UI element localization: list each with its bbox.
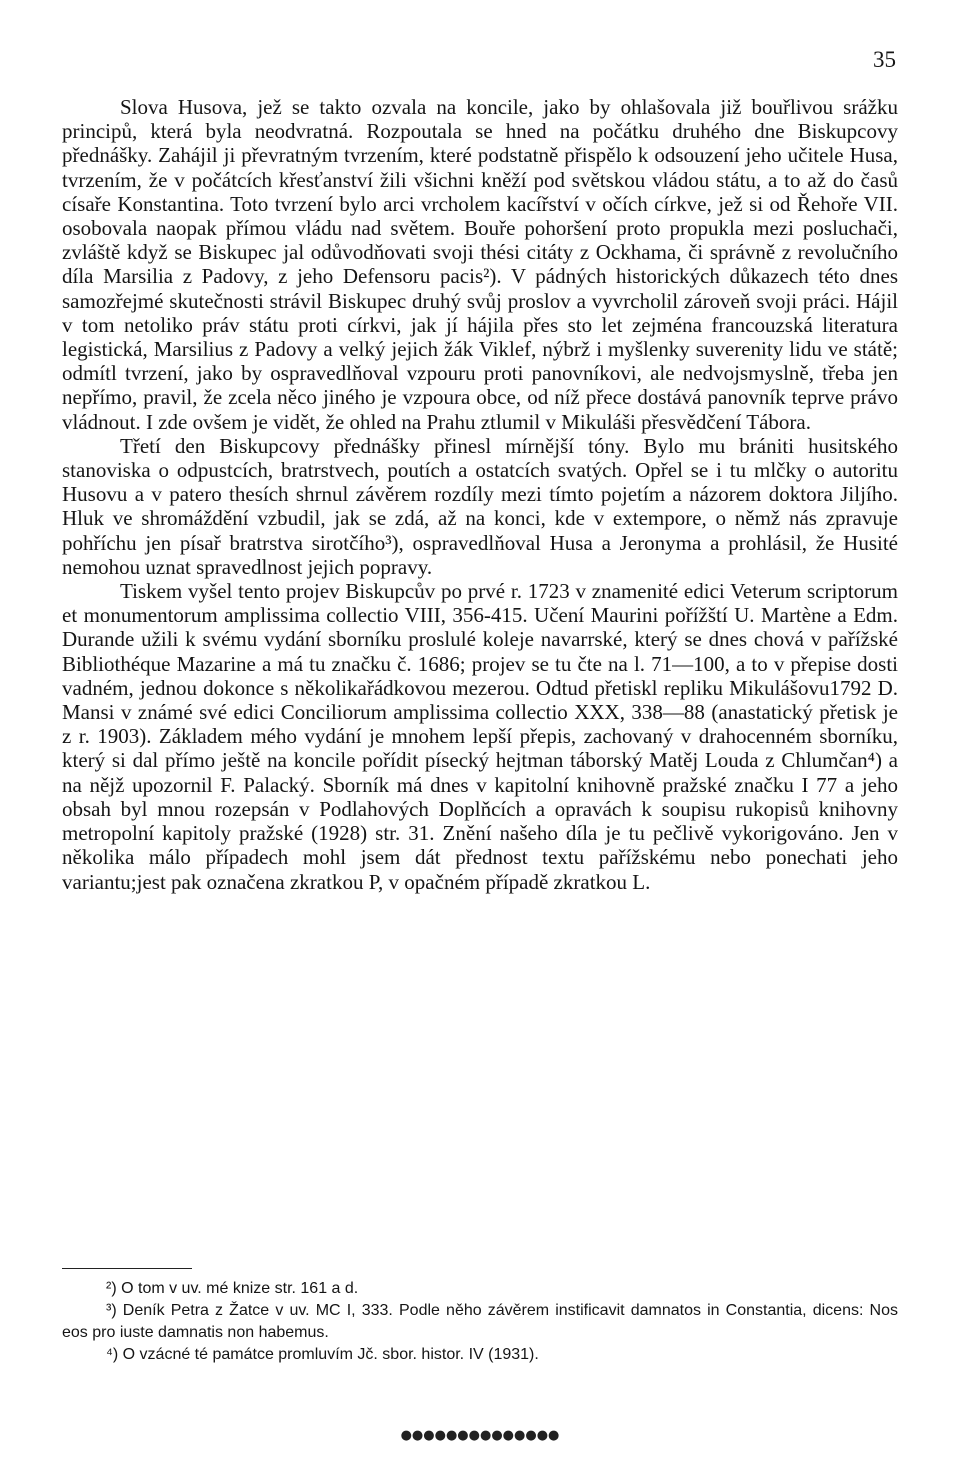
page-ornament: ●●●●●●●●●●●●●● bbox=[400, 1428, 560, 1443]
footnote: ²) O tom v uv. mé knize str. 161 a d. bbox=[106, 1280, 359, 1297]
page-number: 35 bbox=[873, 47, 896, 72]
footnote-separator bbox=[62, 1268, 192, 1269]
paragraph: Třetí den Biskupcovy přednášky přinesl mírnější tóny. Bylo mu brániti husitského stanoviska o odpustcích, bratrstvech, poutích a ostatcích svatých. Opřel se i tu mlčky o autoritu Husovu a v patero thesích shrnul závěrem rozdíly mezi tímto pojetím a názorem doktora Jiljího. Hluk ve shromáždění vzbudil, jak se zdá, až na konci, kde v extempore, o němž nás zpravuje pohříchu jen písař bratrstva sirotčího³), ospravedlňoval Husa a Jeronyma a prohlásil, že Husité nemohou uznat spravedlnost jejich popravy. bbox=[62, 433, 898, 579]
footnotes bbox=[62, 1278, 898, 1366]
paragraph: Tiskem vyšel tento projev Biskupcův po prvé r. 1723 v znamenité edici Veterum scriptorum et monumentorum amplissima collectio VIII, 356-415. Učení Maurini pořížští U. Martène a Edm. Durande užili k svému vydání sborníku proslulé koleje navarrské, který se dnes chová v pařížské Bibliothéque Mazarine a má tu značku č. 1686; projev se tu čte na l. 71—100, a to v přepise dosti vadném, jednou dokonce s několikařádkovou mezerou. Odtud přetiskl repliku Mikulášovu1792 D. Mansi v známé své edici Conciliorum amplissima collectio XXX, 338—88 (anastatický přetisk je z r. 1903). Základem mého vydání je mnohem lepší přepis, zachovaný v drahocenném sborníku, který si dal přímo ještě na koncile pořídit písecký hejtman táborský Matěj Louda z Chlumčan⁴) a na nějž upozornil F. Palacký. Sborník má dnes v kapitolní knihovně pražské značku I 77 a jeho obsah byl mnou rozepsán v Podlahových Doplňcích a opravách k soupisu rukopisů knihovny metropolní kapitoly pražské (1928) str. 31. Znění našeho díla je tu pečlivě vykorigováno. Jen v několika málo případech mohl jsem dát přednost textu pařížskému nebo ponechati jeho variantu;jest pak označena zkratkou P, v opačném případě zkratkou L. bbox=[62, 579, 898, 894]
paragraph: Slova Husova, jež se takto ozvala na koncile, jako by ohlašovala již bouřlivou srážku principů, která byla neodvratná. Rozpoutala se hned na počátku druhého dne Biskupcovy přednášky. Zahájil ji převratným tvrzením, které podstatně přispělo k odsouzení jeho učitele Husa, tvrzením, že v počátcích křesťanství žili všichni kněží pod světskou vládou státu, a to až do časů císaře Konstantina. Toto tvrzení bylo arci vrcholem kacířství v očích církve, jež si od Řehoře VII. osobovala naopak přímou vládu nad světem. Bouře pohoršení proto propukla mezi posluchači, zvláště když se Biskupec jal odůvodňovati svoji thési citáty z Ockhama, či správně z revolučního díla Marsilia z Padovy, z jeho Defensoru pacis²). V pádných historických důkazech této dnes samozřejmé skutečnosti strávil Biskupec druhý svůj proslov a vyvrcholil zároveň svoji práci. Hájil v tom netoliko práv státu proti církvi, jak jí hájila přes sto let zejména francouzská literatura legistická, Marsilius z Padovy a velký jejich žák Viklef, nýbrž i myšlenky suverenity lidu ve státě; odmítl tvrzení, jako by ospravedlňoval vzpouru proti panovníkovi, ale nedvojsmyslně, třeba jen nepřímo, pravil, že zcela něco jiného je vzpoura obce, od níž přece dostává panovník teprve právo vládnout. I zde ovšem je vidět, že ohled na Prahu ztlumil v Mikuláši přesvědčení Tábora. bbox=[62, 95, 898, 434]
footnote: ³) Deník Petra z Žatce v uv. MC I, 333. Podle něho závěrem instificavit damnatos in Constantia, dicens: Nos eos pro iuste damnatis non habemus. bbox=[62, 1302, 898, 1341]
body-text bbox=[62, 95, 898, 894]
footnote: ⁴) O vzácné té památce promluvím Jč. sbor. histor. IV (1931). bbox=[106, 1346, 539, 1363]
